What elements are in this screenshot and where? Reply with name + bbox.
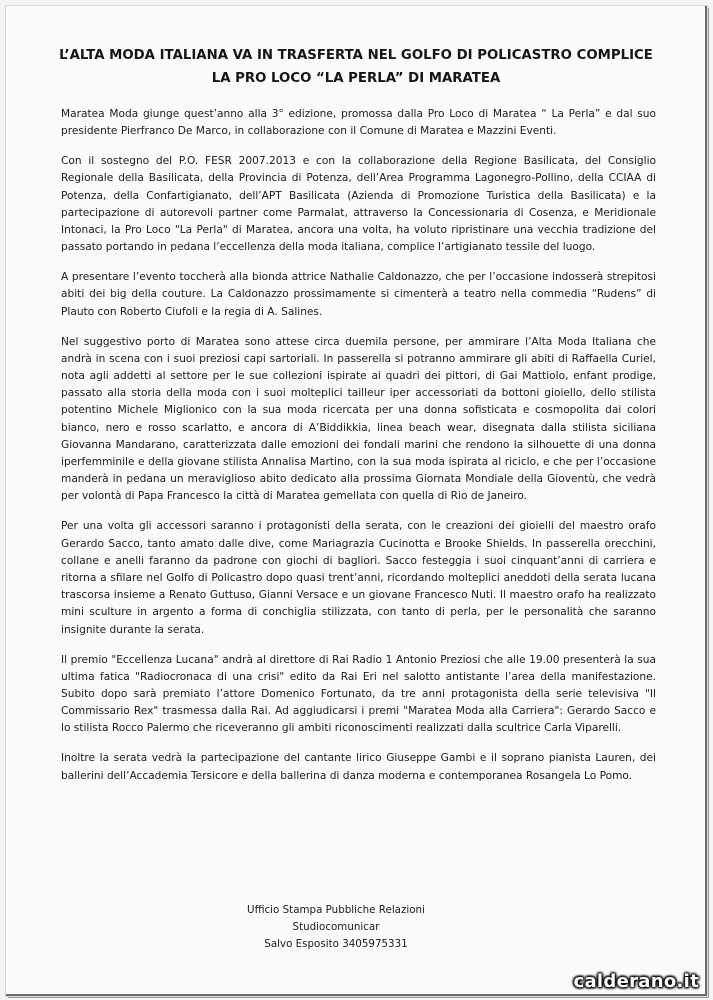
signature-office: Ufficio Stampa Pubbliche Relazioni: [247, 904, 425, 916]
site-watermark: calderano.it: [573, 971, 699, 992]
title-line-2: LA PRO LOCO “LA PERLA” DI MARATEA: [211, 71, 501, 86]
document-body: [61, 106, 656, 798]
signature-agency: Studiocomunicar: [292, 921, 380, 933]
document-title: [46, 44, 666, 90]
paragraph-designers: Nel suggestivo porto di Maratea sono attese circa duemila persone, per ammirare l’Alta Moda Italiana che andrà in scena con i suoi preziosi capi sartoriali. In passerella si potranno ammirare gli abiti di Raffaella Curiel, nota agli addetti al settore per le sue collezioni ispirate ai quadri dei pittori, di Gai Mattiolo, enfant prodige, passato alla storia della moda con i suoi molteplici tailleur iper accessoriati da bottoni gioiello, dello stilista potentino Michele Miglionico con la sua moda ricercata per una donna sofisticata e cosmopolita dai colori bianco, nero e rosso scarlatto, e ancora di A’Biddikkia, linea beach wear, disegnata dalla stilista siciliana Giovanna Mandarano, caratterizzata dalle emozioni dei fondali marini che rendono la silhouette di una donna iperfemminile e della giovane stilista Annalisa Martino, con la sua moda ispirata al riciclo, e che per l’occasione manderà in pedana un meraviglioso abito dedicato alla prossima Giornata Mondiale della Gioventù, che vedrà per volontà di Papa Francesco la città di Maratea gemellata con quella di Rio de Janeiro.: [61, 335, 656, 503]
document-page: [6, 6, 707, 996]
signature-block: [6, 902, 666, 953]
paragraph-intro: Maratea Moda giunge quest’anno alla 3° edizione, promossa dalla Pro Loco di Maratea “ La Perla” e dal suo presidente Pierfranco De Marco, in collaborazione con il Comune di Maratea e Mazzini Eventi.: [61, 108, 656, 138]
paragraph-presenter: A presentare l’evento toccherà alla bionda attrice Nathalie Caldonazzo, che per l’occasione indosserà strepitosi abiti dei big della couture. La Caldonazzo prossimamente si cimenterà a teatro nella commedia “Rudens” di Plauto con Roberto Ciufoli e la regia di A. Salines.: [61, 271, 656, 318]
paragraph-accessories: Per una volta gli accessori saranno i protagonisti della serata, con le creazioni dei gioielli del maestro orafo Gerardo Sacco, tanto amato dalle dive, come Mariagrazia Cucinotta e Brooke Shields. In passerella orecchini, collane e anelli faranno da padrone con giochi di bagliori. Sacco festeggia i suoi cinquant’anni di carriera e ritorna a sfilare nel Golfo di Policastro dopo quasi trent’anni, ricordando molteplici aneddoti della serata lucana trascorsa insieme a Renato Guttuso, Gianni Versace e un giovane Francesco Nuti. Il maestro orafo ha realizzato mini sculture in argento a forma di conchiglia stilizzata, con tanto di perla, per le personalità che saranno insignite durante la serata.: [61, 520, 656, 636]
signature-contact: Salvo Esposito 3405975331: [264, 938, 408, 950]
paragraph-awards: Il premio "Eccellenza Lucana" andrà al direttore di Rai Radio 1 Antonio Preziosi che alle 19.00 presenterà la sua ultima fatica "Radiocronaca di una crisi" edito da Rai Eri nel salotto antistante l’area della manifestazione. Subito dopo sarà premiato l’attore Domenico Fortunato, da tre anni protagonista della serie televisiva "Il Commissario Rex" trasmessa dalla Rai. Ad aggiudicarsi i premi "Maratea Moda alla Carriera": Gerardo Sacco e lo stilista Rocco Palermo che riceveranno gli ambiti riconoscimenti realizzati dalla scultrice Carla Viparelli.: [61, 653, 656, 735]
title-line-1: L’ALTA MODA ITALIANA VA IN TRASFERTA NEL GOLFO DI POLICASTRO COMPLICE: [59, 48, 653, 63]
paragraph-performers: Inoltre la serata vedrà la partecipazione del cantante lirico Giuseppe Gambi e il soprano pianista Lauren, dei ballerini dell’Accademia Tersicore e della ballerina di danza moderna e contemporanea Rosangela Lo Pomo.: [61, 752, 656, 782]
paragraph-sponsors: Con il sostegno del P.O. FESR 2007.2013 e con la collaborazione della Regione Basilicata, del Consiglio Regionale della Basilicata, della Provincia di Potenza, dell’Area Programma Lagonegro-Pollino, della CCIAA di Potenza, della Confartigianato, dell’APT Basilicata (Azienda di Promozione Turistica della Basilicata) e la partecipazione di autorevoli partner come Parmalat, attraverso la Concessionaria di Cosenza, e Meridionale Intonaci, la Pro Loco "La Perla" di Maratea, ancora una volta, ha voluto ripristinare una vecchia tradizione del passato portando in pedana l’eccellenza della moda italiana, complice l’artigianato tessile del luogo.: [61, 155, 656, 254]
